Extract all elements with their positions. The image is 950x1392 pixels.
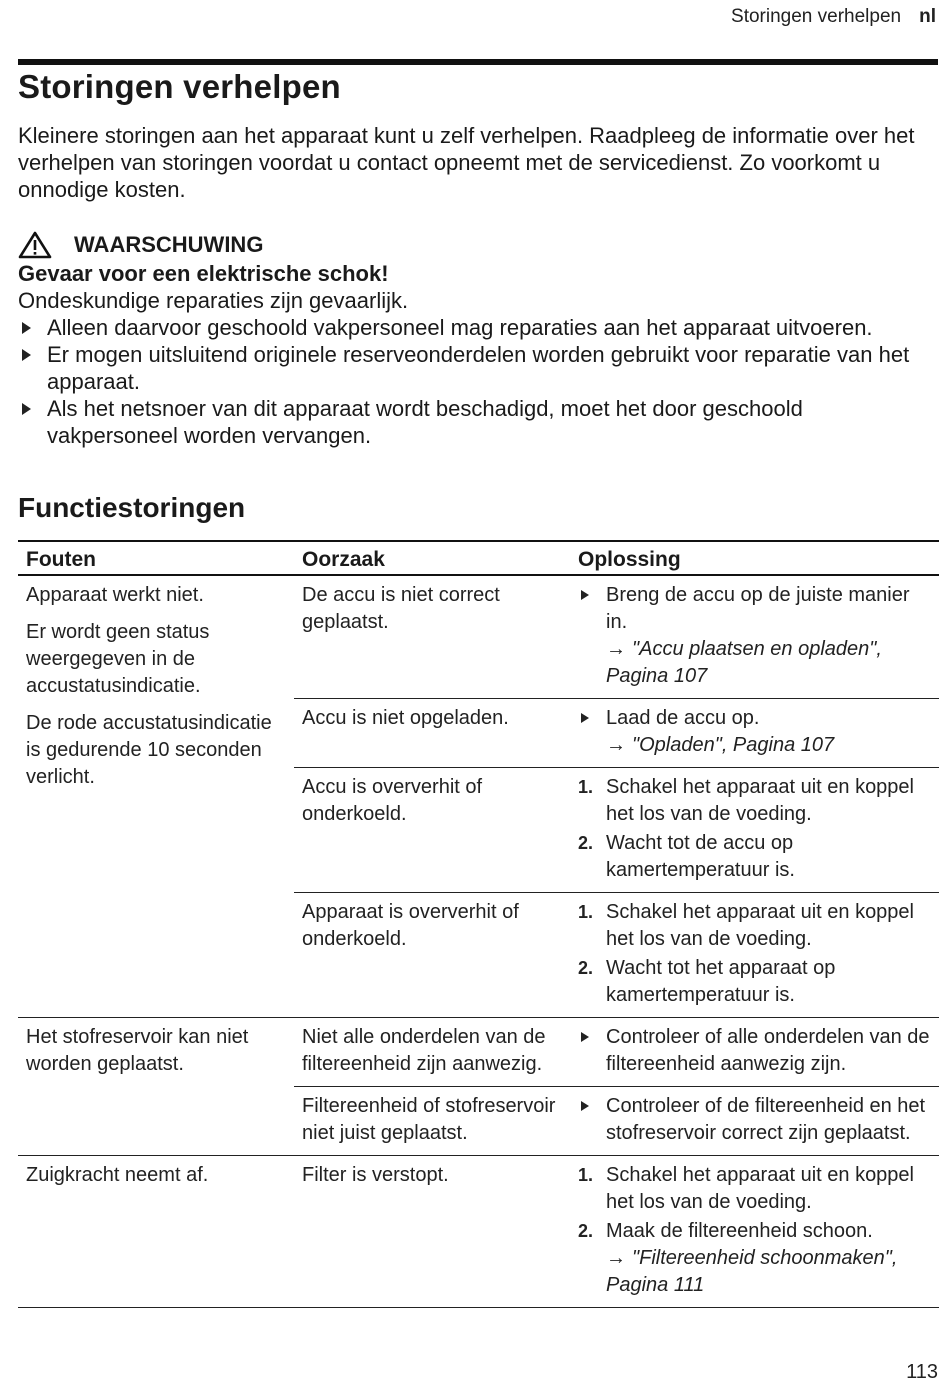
solution-step (578, 1024, 931, 1078)
fault-cell (18, 1018, 294, 1156)
warning-list-item (18, 341, 933, 395)
solution-cell (570, 699, 939, 768)
header-rule (18, 59, 938, 65)
warning-list-text: Als het netsnoer van dit apparaat wordt beschadigd, moet het door geschoold vakpersoneel worden vervangen. (47, 396, 803, 448)
warning-list (18, 314, 933, 449)
solution-text: Wacht tot de accu op kamertemperatuur is. (606, 832, 795, 881)
solution-cell (570, 1018, 939, 1087)
cause-cell: Niet alle onderdelen van de filtereenheid zijn aanwezig. (294, 1018, 570, 1087)
solution-step (578, 1218, 931, 1299)
solution-step (578, 705, 931, 759)
warning-label: WAARSCHUWING (74, 232, 264, 257)
solution-text: Controleer of de filtereenheid en het stofreservoir correct zijn geplaatst. (606, 1095, 926, 1144)
language-code: nl (919, 6, 936, 27)
triangle-bullet-icon (581, 1032, 589, 1042)
fault-text: Er wordt geen status weergegeven in de accustatusindicatie. (26, 621, 210, 697)
warning-triangle-icon (18, 231, 52, 259)
fault-cell (18, 1156, 294, 1308)
solution-text: Schakel het apparaat uit en koppel het los van de voeding. (606, 776, 914, 825)
solution-step (578, 1162, 931, 1216)
solution-text: Laad de accu op. (606, 707, 760, 729)
column-header-faults: Fouten (18, 541, 294, 575)
solution-text: Schakel het apparaat uit en koppel het los van de voeding. (606, 1164, 914, 1213)
cause-cell: De accu is niet correct geplaatst. (294, 575, 570, 699)
reference-text: "Opladen", Pagina 107 (632, 734, 835, 756)
solution-cell (570, 575, 939, 699)
warning-list-text: Alleen daarvoor geschoold vakpersoneel mag reparaties aan het apparaat uitvoeren. (47, 315, 873, 340)
triangle-bullet-icon (581, 713, 589, 723)
triangle-bullet-icon (581, 1101, 589, 1111)
solution-cell (570, 893, 939, 1018)
step-number: 2. (578, 1221, 594, 1241)
fault-text: Zuigkracht neemt af. (26, 1164, 209, 1186)
reference-text: "Filtereenheid schoonmaken", Pagina 111 (606, 1247, 898, 1296)
solution-cell (570, 768, 939, 893)
solution-step (578, 830, 931, 884)
triangle-bullet-icon (22, 322, 31, 334)
cause-cell: Accu is oververhit of onderkoeld. (294, 768, 570, 893)
step-number: 2. (578, 833, 594, 853)
fault-cell (18, 575, 294, 1018)
warning-subtitle: Gevaar voor een elektrische schok! (18, 261, 389, 286)
step-number: 1. (578, 1165, 594, 1185)
fault-text: Apparaat werkt niet. (26, 584, 204, 606)
reference-text: "Accu plaatsen en opladen", Pagina 107 (606, 638, 882, 687)
cause-cell: Filter is verstopt. (294, 1156, 570, 1308)
solution-cell (570, 1156, 939, 1308)
solution-step (578, 582, 931, 690)
triangle-bullet-icon (22, 403, 31, 415)
column-header-solution: Oplossing (570, 541, 939, 575)
warning-heading (18, 230, 933, 260)
cause-cell: Apparaat is oververhit of onderkoeld. (294, 893, 570, 1018)
running-header-section: Storingen verhelpen (731, 6, 902, 27)
solution-step (578, 1093, 931, 1147)
table-row (18, 575, 939, 699)
solution-text: Schakel het apparaat uit en koppel het los van de voeding. (606, 901, 914, 950)
cause-cell: Filtereenheid of stofreservoir niet juist geplaatst. (294, 1087, 570, 1156)
fault-text: Het stofreservoir kan niet worden geplaatst. (26, 1026, 249, 1075)
troubleshooting-table (18, 540, 939, 1308)
solution-cell (570, 1087, 939, 1156)
table-row (18, 1156, 939, 1308)
step-number: 1. (578, 902, 594, 922)
column-header-cause: Oorzaak (294, 541, 570, 575)
solution-step (578, 955, 931, 1009)
warning-text: Ondeskundige reparaties zijn gevaarlijk. (18, 288, 409, 313)
page-number: 113 (906, 1361, 938, 1383)
arrow-right-icon: → (606, 1247, 626, 1269)
step-number: 2. (578, 958, 594, 978)
table-body (18, 575, 939, 1308)
triangle-bullet-icon (22, 349, 31, 361)
warning-list-item (18, 314, 933, 341)
warning-block (18, 230, 933, 449)
arrow-right-icon: → (606, 734, 626, 756)
section-title: Functiestoringen (18, 492, 246, 523)
fault-text: De rode accustatusindicatie is gedurende 10 seconden verlicht. (26, 712, 272, 788)
warning-list-item (18, 395, 933, 449)
page-reference (606, 636, 931, 690)
solution-text: Controleer of alle onderdelen van de filtereenheid aanwezig zijn. (606, 1026, 930, 1075)
table-row (18, 1018, 939, 1087)
arrow-right-icon: → (606, 638, 626, 660)
intro-paragraph: Kleinere storingen aan het apparaat kunt u zelf verhelpen. Raadpleeg de informatie over het verhelpen van storingen voordat u contact opneemt met de servicedienst. Zo voorkomt u onnodige kosten. (18, 123, 915, 202)
table-header-row (18, 541, 939, 575)
solution-text: Wacht tot het apparaat op kamertemperatuur is. (606, 957, 836, 1006)
solution-step (578, 899, 931, 953)
page-reference (606, 1245, 931, 1299)
warning-list-text: Er mogen uitsluitend originele reserveonderdelen worden gebruikt voor reparatie van het apparaat. (47, 342, 910, 394)
page-reference (606, 732, 931, 759)
cause-cell: Accu is niet opgeladen. (294, 699, 570, 768)
step-number: 1. (578, 777, 594, 797)
triangle-bullet-icon (581, 590, 589, 600)
page-title: Storingen verhelpen (18, 68, 341, 105)
solution-text: Maak de filtereenheid schoon. (606, 1220, 873, 1242)
solution-step (578, 774, 931, 828)
running-header (731, 6, 936, 28)
solution-text: Breng de accu op de juiste manier in. (606, 584, 910, 633)
